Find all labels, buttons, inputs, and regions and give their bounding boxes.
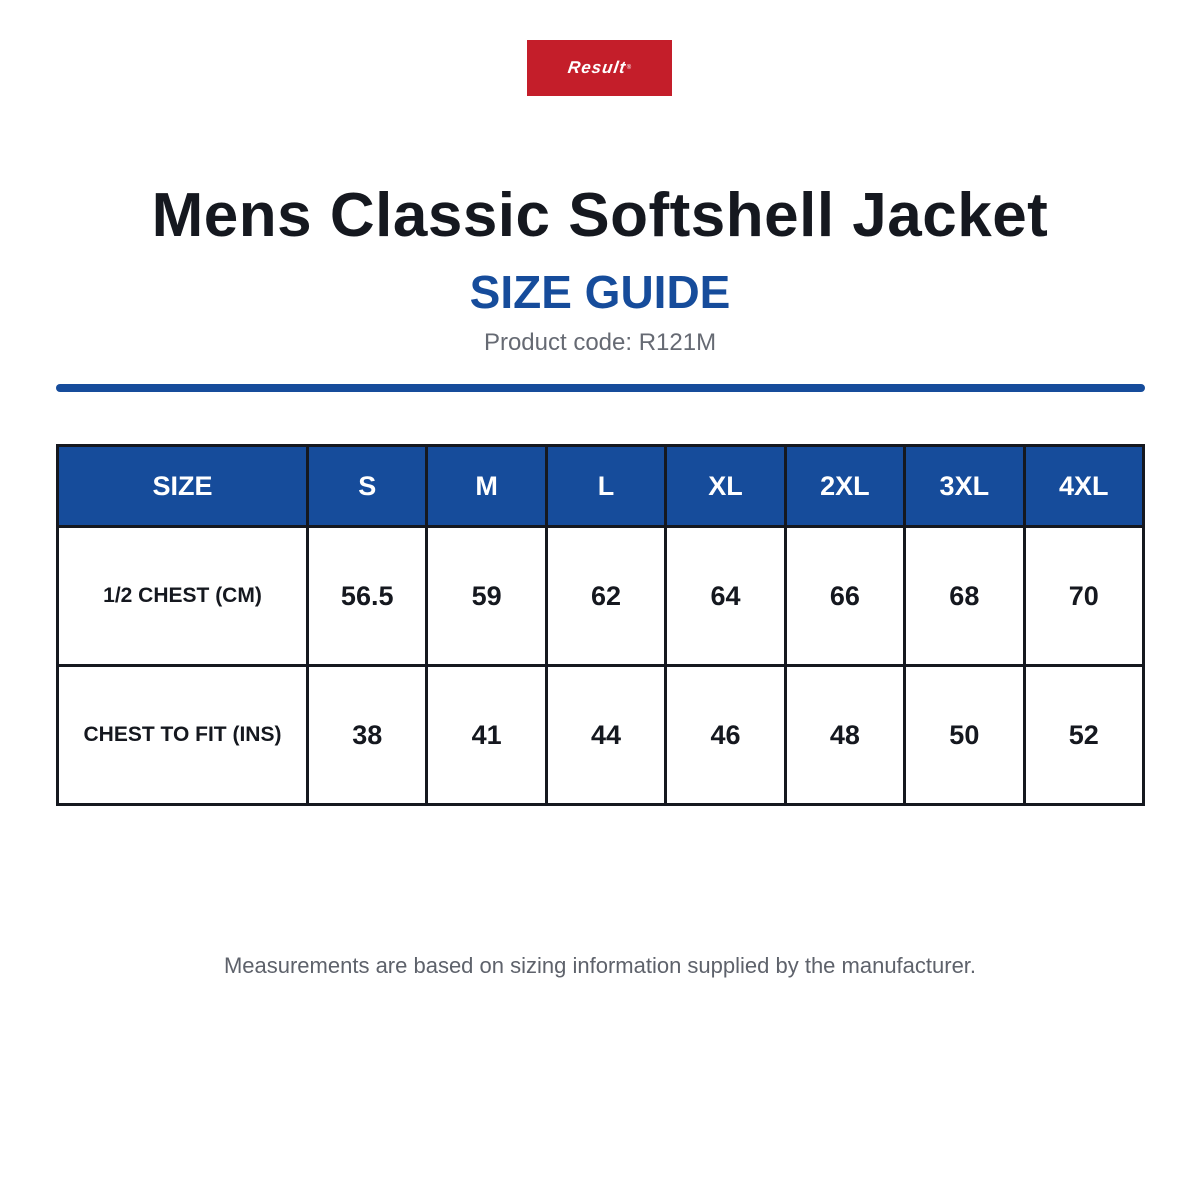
measurement-cell: 56.5 bbox=[308, 527, 427, 666]
size-table bbox=[56, 444, 1145, 806]
measurement-cell: 70 bbox=[1024, 527, 1143, 666]
logo-text: Result bbox=[566, 58, 628, 77]
product-title: Mens Classic Softshell Jacket bbox=[151, 181, 1049, 250]
size-header-cell: 4XL bbox=[1024, 446, 1143, 527]
size-header-cell: 3XL bbox=[905, 446, 1024, 527]
table-row bbox=[58, 527, 1144, 666]
size-header-cell: XL bbox=[666, 446, 785, 527]
product-code: Product code: R121M bbox=[483, 329, 717, 356]
measurement-cell: 64 bbox=[666, 527, 785, 666]
measurement-cell: 50 bbox=[905, 666, 1024, 805]
measurement-cell: 66 bbox=[785, 527, 904, 666]
measurement-cell: 41 bbox=[427, 666, 546, 805]
measurement-cell: 46 bbox=[666, 666, 785, 805]
measurement-cell: 68 bbox=[905, 527, 1024, 666]
row-label: CHEST TO FIT (INS) bbox=[58, 666, 308, 805]
size-header-cell: S bbox=[308, 446, 427, 527]
size-header-cell: 2XL bbox=[785, 446, 904, 527]
row-label: 1/2 CHEST (CM) bbox=[58, 527, 308, 666]
measurement-cell: 52 bbox=[1024, 666, 1143, 805]
measurement-note: Measurements are based on sizing information supplied by the manufacturer. bbox=[223, 953, 977, 978]
measurement-cell: 59 bbox=[427, 527, 546, 666]
result-logo bbox=[527, 40, 672, 96]
measurement-cell: 62 bbox=[546, 527, 665, 666]
size-header-label: SIZE bbox=[58, 446, 308, 527]
measurement-cell: 44 bbox=[546, 666, 665, 805]
size-header-row bbox=[58, 446, 1144, 527]
size-guide-heading: SIZE GUIDE bbox=[469, 266, 731, 318]
registered-mark-icon: ® bbox=[626, 65, 632, 71]
measurement-cell: 48 bbox=[785, 666, 904, 805]
size-header-cell: L bbox=[546, 446, 665, 527]
measurement-cell: 38 bbox=[308, 666, 427, 805]
table-row bbox=[58, 666, 1144, 805]
size-header-cell: M bbox=[427, 446, 546, 527]
header-divider bbox=[56, 384, 1145, 392]
